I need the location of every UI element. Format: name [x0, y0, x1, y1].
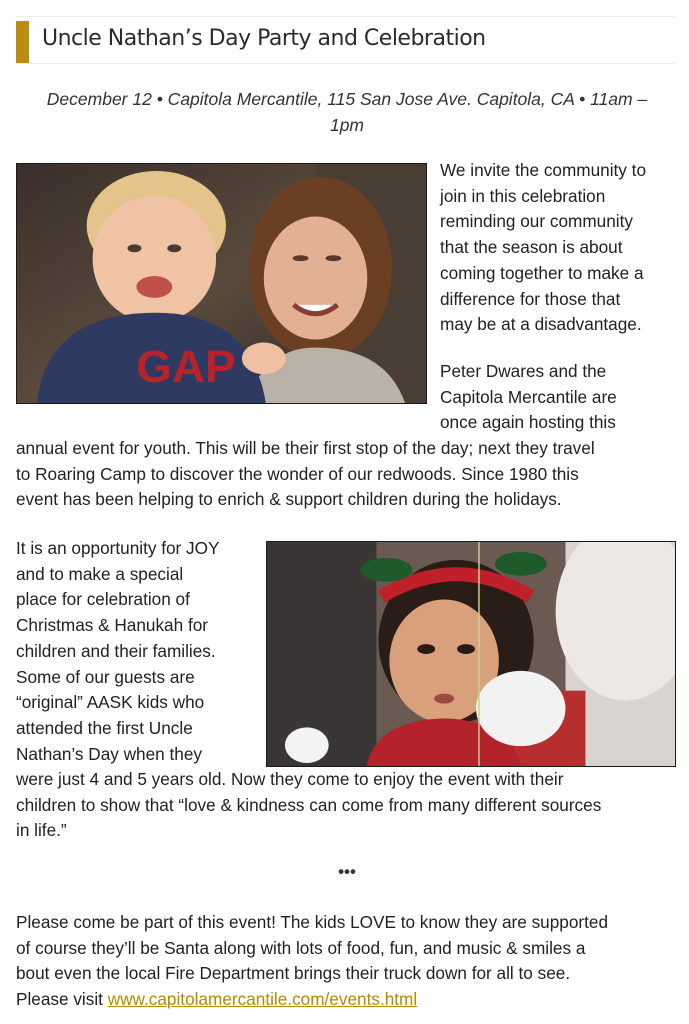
title-divider-bottom	[16, 63, 676, 64]
invitation-line: Please come be part of this event! The kids LOVE to know they are supported	[16, 912, 609, 932]
joy-line: in life.”	[16, 820, 67, 841]
joy-line: It is an opportunity for JOY	[16, 538, 220, 558]
hosting-line: once again hosting this	[440, 412, 616, 433]
intro-line: reminding our community	[440, 211, 633, 232]
intro-paragraph	[440, 158, 680, 338]
joy-paragraph-wrapped	[16, 536, 256, 767]
joy-paragraph-full	[16, 767, 680, 844]
hosting-line: to Roaring Camp to discover the wonder of our redwoods. Since 1980 this	[16, 463, 579, 484]
intro-line: may be at a disadvantage.	[440, 314, 642, 335]
intro-line: that the season is about	[440, 237, 623, 258]
joy-line: place for celebration of	[16, 589, 190, 610]
event-details-line-1: December 12 • Capitola Mercantile, 115 San Jose Ave. Capitola, CA • 11am –	[46, 89, 648, 109]
invitation-line: bout even the local Fire Department brings their truck down for all to see.	[16, 963, 571, 984]
events-link[interactable]: www.capitolamercantile.com/events.html	[107, 989, 418, 1010]
intro-line: join in this celebration	[440, 185, 606, 206]
visit-prefix: Please visit	[16, 989, 108, 1010]
page-title: Uncle Nathan’s Day Party and Celebration	[42, 26, 486, 51]
invitation-paragraph	[16, 910, 680, 1013]
intro-line: We invite the community to	[440, 160, 647, 180]
hosting-line: event has been helping to enrich & support children during the holidays.	[16, 489, 562, 510]
section-separator: •••	[338, 862, 356, 881]
photo-child-and-woman-image	[17, 164, 426, 403]
joy-line: Some of our guests are	[16, 666, 195, 687]
intro-line: difference for those that	[440, 288, 621, 309]
joy-line: and to make a special	[16, 563, 184, 584]
joy-line: “original” AASK kids who	[16, 692, 205, 713]
joy-line: Nathan’s Day when they	[16, 743, 202, 764]
hosting-line: annual event for youth. This will be their first stop of the day; next they travel	[16, 438, 595, 458]
event-details-line-2: 1pm	[329, 115, 365, 135]
joy-line: attended the first Uncle	[16, 717, 193, 738]
hosting-line: Peter Dwares and the	[440, 361, 607, 381]
joy-line: children and their families.	[16, 640, 216, 661]
photo-girl-with-santa-image	[267, 542, 675, 766]
hosting-paragraph-full	[16, 436, 680, 513]
event-details	[14, 86, 680, 138]
joy-line: Christmas & Hanukah for	[16, 615, 208, 636]
title-divider-top	[16, 16, 676, 17]
intro-line: coming together to make a	[440, 262, 644, 283]
title-accent-bar	[16, 21, 29, 64]
invitation-line: of course they’ll be Santa along with lots of food, fun, and music & smiles a	[16, 937, 586, 958]
svg-text:GAP: GAP	[136, 341, 236, 393]
photo-child-and-woman	[16, 163, 427, 404]
photo-girl-with-santa	[266, 541, 676, 767]
hosting-line: Capitola Mercantile are	[440, 386, 617, 407]
joy-line: children to show that “love & kindness can come from many different sources	[16, 794, 602, 815]
hosting-paragraph-wrapped	[440, 359, 680, 436]
joy-line: were just 4 and 5 years old. Now they come to enjoy the event with their	[16, 769, 564, 789]
